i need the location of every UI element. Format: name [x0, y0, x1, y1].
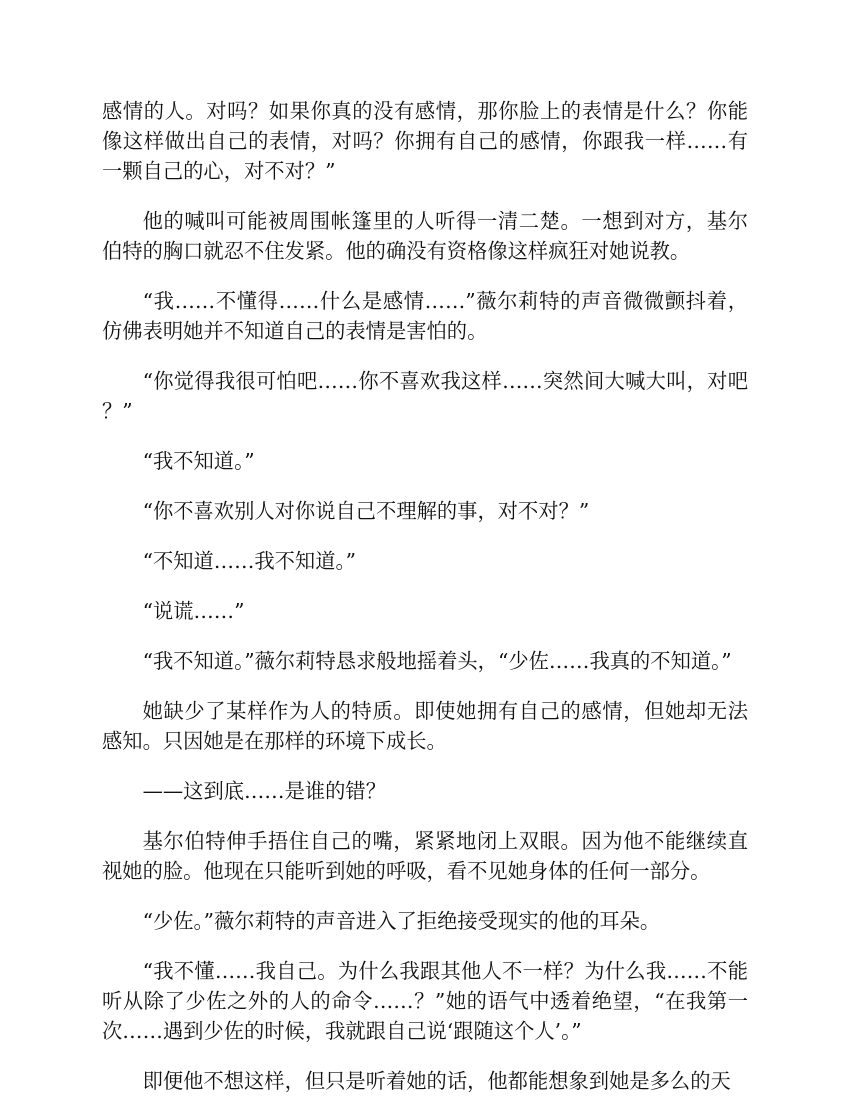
- paragraph: 基尔伯特伸手捂住自己的嘴，紧紧地闭上双眼。因为他不能继续直视她的脸。他现在只能听到她的呼吸，看不见她身体的任何一部分。: [102, 829, 748, 883]
- paragraph: “你觉得我很可怕吧……你不喜欢我这样……突然间大喊大叫，对吧？”: [102, 369, 748, 423]
- document-page: [102, 96, 748, 1116]
- paragraph: 即便他不想这样，但只是听着她的话，他都能想象到她是多么的天: [142, 1069, 731, 1093]
- paragraph: 感情的人。对吗？如果你真的没有感情，那你脸上的表情是什么？你能像这样做出自己的表情，对吗？你拥有自己的感情，你跟我一样……有一颗自己的心，对不对？”: [102, 99, 748, 183]
- paragraph: “你不喜欢别人对你说自己不理解的事，对不对？”: [142, 499, 590, 523]
- paragraph: “我不知道。”薇尔莉特恳求般地摇着头，“少佐……我真的不知道。”: [142, 649, 732, 673]
- paragraph: “我不知道。”: [142, 449, 255, 473]
- paragraph: 他的喊叫可能被周围帐篷里的人听得一清二楚。一想到对方，基尔伯特的胸口就忍不住发紧。他的确没有资格像这样疯狂对她说教。: [102, 209, 748, 263]
- paragraph: “我……不懂得……什么是感情……”薇尔莉特的声音微微颤抖着，仿佛表明她并不知道自己的表情是害怕的。: [102, 289, 748, 343]
- paragraph: “少佐。”薇尔莉特的声音进入了拒绝接受现实的他的耳朵。: [142, 909, 661, 933]
- paragraph: “不知道……我不知道。”: [142, 549, 356, 573]
- paragraph: ——这到底……是谁的错？: [142, 779, 386, 803]
- paragraph: 她缺少了某样作为人的特质。即使她拥有自己的感情，但她却无法感知。只因她是在那样的环境下成长。: [102, 699, 748, 753]
- paragraph: “说谎……”: [142, 599, 245, 623]
- paragraph: “我不懂……我自己。为什么我跟其他人不一样？为什么我……不能听从除了少佐之外的人的命令……？”她的语气中透着绝望，“在我第一次……遇到少佐的时候，我就跟自己说‘跟随这个人’。”: [102, 959, 748, 1043]
